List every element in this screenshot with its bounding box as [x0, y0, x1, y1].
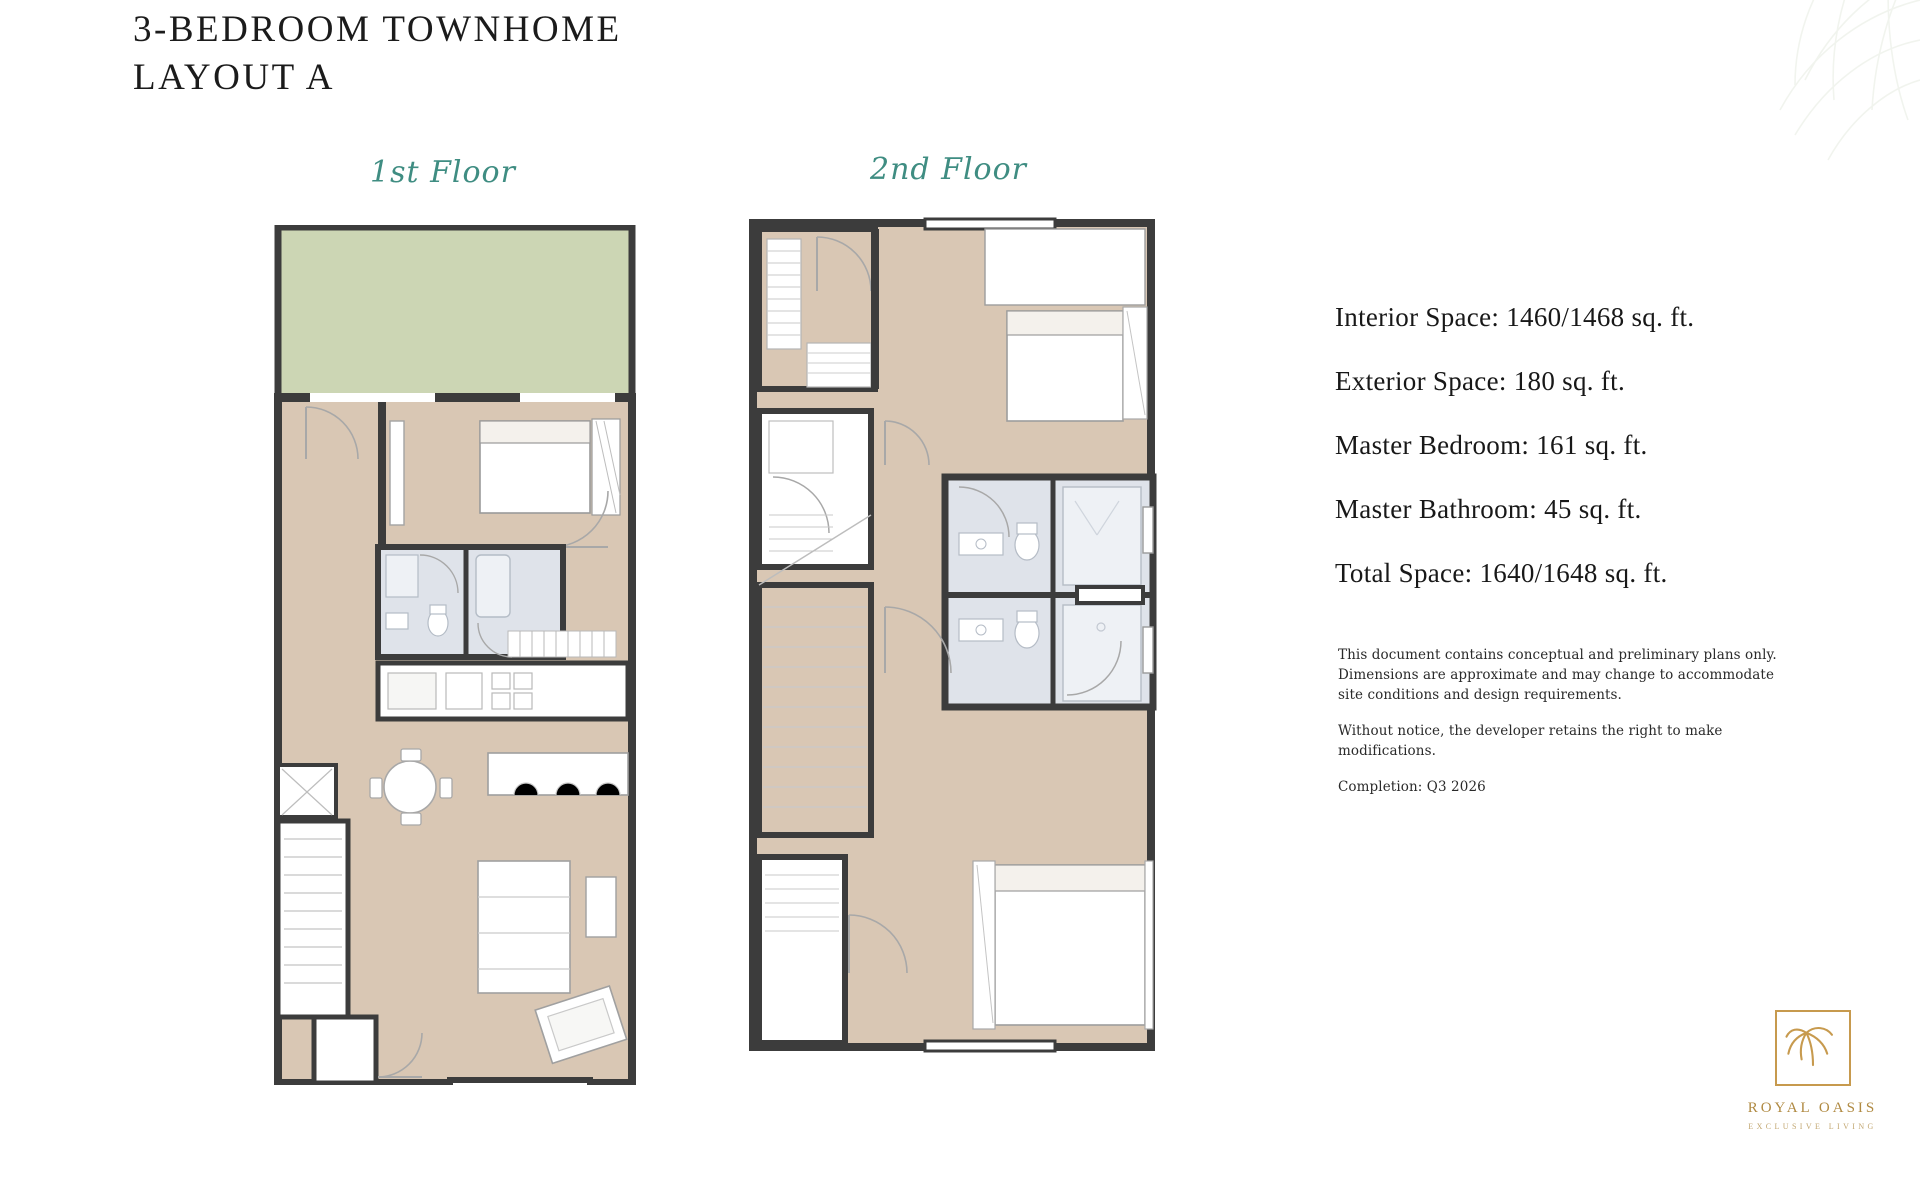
spec-interior-space: Interior Space: 1460/1468 sq. ft. [1335, 302, 1695, 332]
first-floor-plan [270, 225, 640, 1085]
logo-brand-name: ROYAL OASIS [1747, 1100, 1878, 1116]
title-line-1: 3-BEDROOM TOWNHOME [133, 9, 622, 50]
logo-tagline: EXCLUSIVE LIVING [1748, 1122, 1877, 1131]
disclaimer-paragraph-2: Without notice, the developer retains the right to make modifications. [1338, 723, 1723, 759]
brand-logo [1745, 1010, 1880, 1170]
specifications-list [1335, 285, 1855, 605]
first-floor-label: 1st Floor [370, 155, 516, 190]
completion-date: Completion: Q3 2026 [1338, 779, 1486, 795]
palm-tree-logo-icon [1775, 1010, 1851, 1086]
spec-master-bathroom: Master Bathroom: 45 sq. ft. [1335, 494, 1642, 524]
second-floor-plan [745, 215, 1160, 1055]
page-title [133, 6, 622, 102]
spec-master-bedroom: Master Bedroom: 161 sq. ft. [1335, 430, 1648, 460]
disclaimer-block [1338, 645, 1783, 813]
title-line-2: LAYOUT A [133, 57, 335, 98]
palm-leaf-decoration [1590, 0, 1920, 220]
spec-exterior-space: Exterior Space: 180 sq. ft. [1335, 366, 1626, 396]
second-floor-label: 2nd Floor [870, 152, 1028, 187]
disclaimer-paragraph-1: This document contains conceptual and preliminary plans only. Dimensions are approximate and may change to accommodate site conditions and design requirements. [1338, 647, 1777, 703]
spec-total-space: Total Space: 1640/1648 sq. ft. [1335, 558, 1668, 588]
